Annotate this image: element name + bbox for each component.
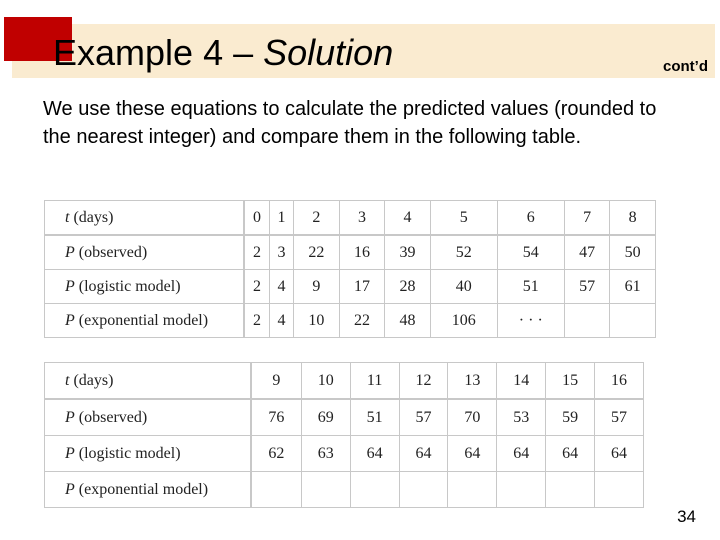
table-cell: 5 [430, 201, 497, 236]
table-cell: 61 [610, 270, 656, 304]
table-row [45, 270, 656, 304]
table-cell: 51 [350, 399, 399, 436]
row-label [45, 201, 245, 236]
table-cell: 15 [546, 363, 595, 400]
table-cell: 4 [385, 201, 431, 236]
table-cell: 57 [595, 399, 644, 436]
table-cell: 4 [269, 270, 293, 304]
table-cell: 106 [430, 304, 497, 338]
table-cell: 70 [448, 399, 497, 436]
row-variable: P [65, 243, 75, 261]
table-cell: 47 [564, 235, 610, 270]
table-row [45, 304, 656, 338]
page-number: 34 [677, 507, 696, 526]
row-label [45, 472, 252, 508]
body-paragraph: We use these equations to calculate the predicted values (rounded to the nearest integer) and compare them in the following table. [43, 98, 657, 148]
table-cell: 4 [269, 304, 293, 338]
table-cell: 3 [269, 235, 293, 270]
table-cell: 11 [350, 363, 399, 400]
table-cell [448, 472, 497, 508]
row-label-text: (exponential model) [74, 480, 209, 498]
table-cell: 9 [251, 363, 301, 400]
row-label [45, 399, 252, 436]
row-variable: P [65, 311, 75, 329]
table-cell: 63 [301, 436, 350, 472]
table-cell [610, 304, 656, 338]
row-label [45, 363, 252, 400]
table-cell: 64 [595, 436, 644, 472]
table-row [45, 436, 644, 472]
row-label-text: (observed) [74, 408, 148, 426]
table-cell: 17 [339, 270, 385, 304]
table-cell [564, 304, 610, 338]
table-cell: 16 [595, 363, 644, 400]
table-cell: · · · [497, 304, 564, 338]
row-label [45, 436, 252, 472]
table-cell: 13 [448, 363, 497, 400]
slide-title [53, 30, 393, 76]
table-cell: 3 [339, 201, 385, 236]
table-row [45, 363, 644, 400]
table-cell: 52 [430, 235, 497, 270]
data-table-1 [44, 200, 656, 338]
row-label-text: (days) [69, 208, 114, 226]
table-cell: 8 [610, 201, 656, 236]
table-cell: 54 [497, 235, 564, 270]
table-cell [546, 472, 595, 508]
row-label-text: (exponential model) [74, 311, 209, 329]
table-cell: 1 [269, 201, 293, 236]
table-cell: 76 [251, 399, 301, 436]
table-cell [497, 472, 546, 508]
row-label-text: (logistic model) [74, 444, 181, 462]
table-cell: 51 [497, 270, 564, 304]
table-cell: 14 [497, 363, 546, 400]
row-variable: t [65, 208, 70, 226]
table-row [45, 399, 644, 436]
continued-label: cont’d [663, 58, 708, 75]
table-cell: 28 [385, 270, 431, 304]
table-cell: 7 [564, 201, 610, 236]
row-variable: P [65, 480, 75, 498]
row-variable: P [65, 408, 75, 426]
title-italic: Solution [263, 32, 394, 73]
table-cell: 48 [385, 304, 431, 338]
table-cell: 10 [301, 363, 350, 400]
table-cell: 64 [497, 436, 546, 472]
row-label [45, 270, 245, 304]
table-row [45, 201, 656, 236]
table-cell: 2 [244, 270, 269, 304]
table-cell: 64 [399, 436, 448, 472]
row-label [45, 235, 245, 270]
row-variable: P [65, 444, 75, 462]
table-cell: 10 [294, 304, 340, 338]
table-cell: 22 [294, 235, 340, 270]
title-main: Example 4 – [53, 32, 254, 73]
table-row [45, 235, 656, 270]
row-label-text: (days) [69, 371, 114, 389]
row-variable: P [65, 277, 75, 295]
table-cell [251, 472, 301, 508]
table-cell: 40 [430, 270, 497, 304]
table-cell: 59 [546, 399, 595, 436]
table-cell: 2 [244, 304, 269, 338]
table-cell: 0 [244, 201, 269, 236]
table-cell: 64 [350, 436, 399, 472]
data-table-2 [44, 362, 644, 508]
table-cell: 2 [244, 235, 269, 270]
table-cell: 64 [546, 436, 595, 472]
table-cell: 53 [497, 399, 546, 436]
table-cell: 22 [339, 304, 385, 338]
table-cell: 50 [610, 235, 656, 270]
table-cell: 2 [294, 201, 340, 236]
table-cell [301, 472, 350, 508]
row-label-text: (observed) [74, 243, 148, 261]
row-label-text: (logistic model) [74, 277, 181, 295]
table-cell: 62 [251, 436, 301, 472]
table-cell: 64 [448, 436, 497, 472]
table-cell: 39 [385, 235, 431, 270]
table-cell [399, 472, 448, 508]
table-cell: 16 [339, 235, 385, 270]
table-row [45, 472, 644, 508]
table-cell: 57 [399, 399, 448, 436]
table-cell: 57 [564, 270, 610, 304]
row-variable: t [65, 371, 70, 389]
table-cell: 6 [497, 201, 564, 236]
table-cell [350, 472, 399, 508]
row-label [45, 304, 245, 338]
table-cell [595, 472, 644, 508]
table-cell: 69 [301, 399, 350, 436]
table-cell: 12 [399, 363, 448, 400]
table-cell: 9 [294, 270, 340, 304]
